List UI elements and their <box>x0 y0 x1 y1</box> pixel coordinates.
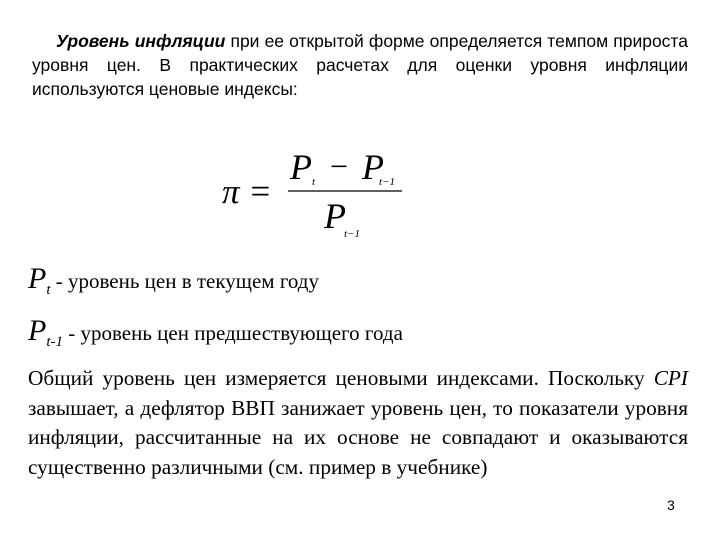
formula-numerator-sub2: t−1 <box>379 176 395 188</box>
definition-text: - уровень цен в текущем году <box>50 269 319 293</box>
formula-lhs: π = <box>222 172 272 211</box>
intro-paragraph <box>32 29 688 101</box>
formula-numerator-sub1: t <box>312 176 316 188</box>
inflation-term: Уровень инфляции <box>56 31 226 51</box>
page-number: 3 <box>667 497 675 513</box>
formula-numerator-p2: P <box>362 147 384 187</box>
definition-previous-price <box>28 314 403 348</box>
definition-text: - уровень цен предшествующего года <box>63 321 403 345</box>
definition-current-price <box>28 262 319 296</box>
formula-denominator-sub: t−1 <box>344 228 360 240</box>
conclusion-paragraph <box>28 364 688 482</box>
formula-numerator-p1: P <box>290 147 312 187</box>
cpi-term: CPI <box>653 366 688 390</box>
conclusion-text-1: Общий уровень цен измеряется ценовыми индексами. Поскольку <box>28 366 654 390</box>
inflation-formula <box>222 141 422 251</box>
definition-symbol: P <box>28 262 47 295</box>
definition-subscript: t-1 <box>46 334 63 350</box>
conclusion-text-2: завышает, а дефлятор ВВП занижает уровень цен, то показатели уровня инфляции, рассчитанные на их основе не совпадают и оказываются существенно различными (см. пример в учебнике) <box>28 395 688 479</box>
definition-symbol: P <box>28 314 47 347</box>
formula-denominator-p: P <box>324 196 346 236</box>
intro-text: при ее открытой форме определяется темпом прироста уровня цен. В практических расчетах для оценки уровня инфляции используются ценовые индексы: <box>32 31 688 99</box>
formula-minus: − <box>330 148 349 184</box>
definition-subscript: t <box>46 282 51 298</box>
